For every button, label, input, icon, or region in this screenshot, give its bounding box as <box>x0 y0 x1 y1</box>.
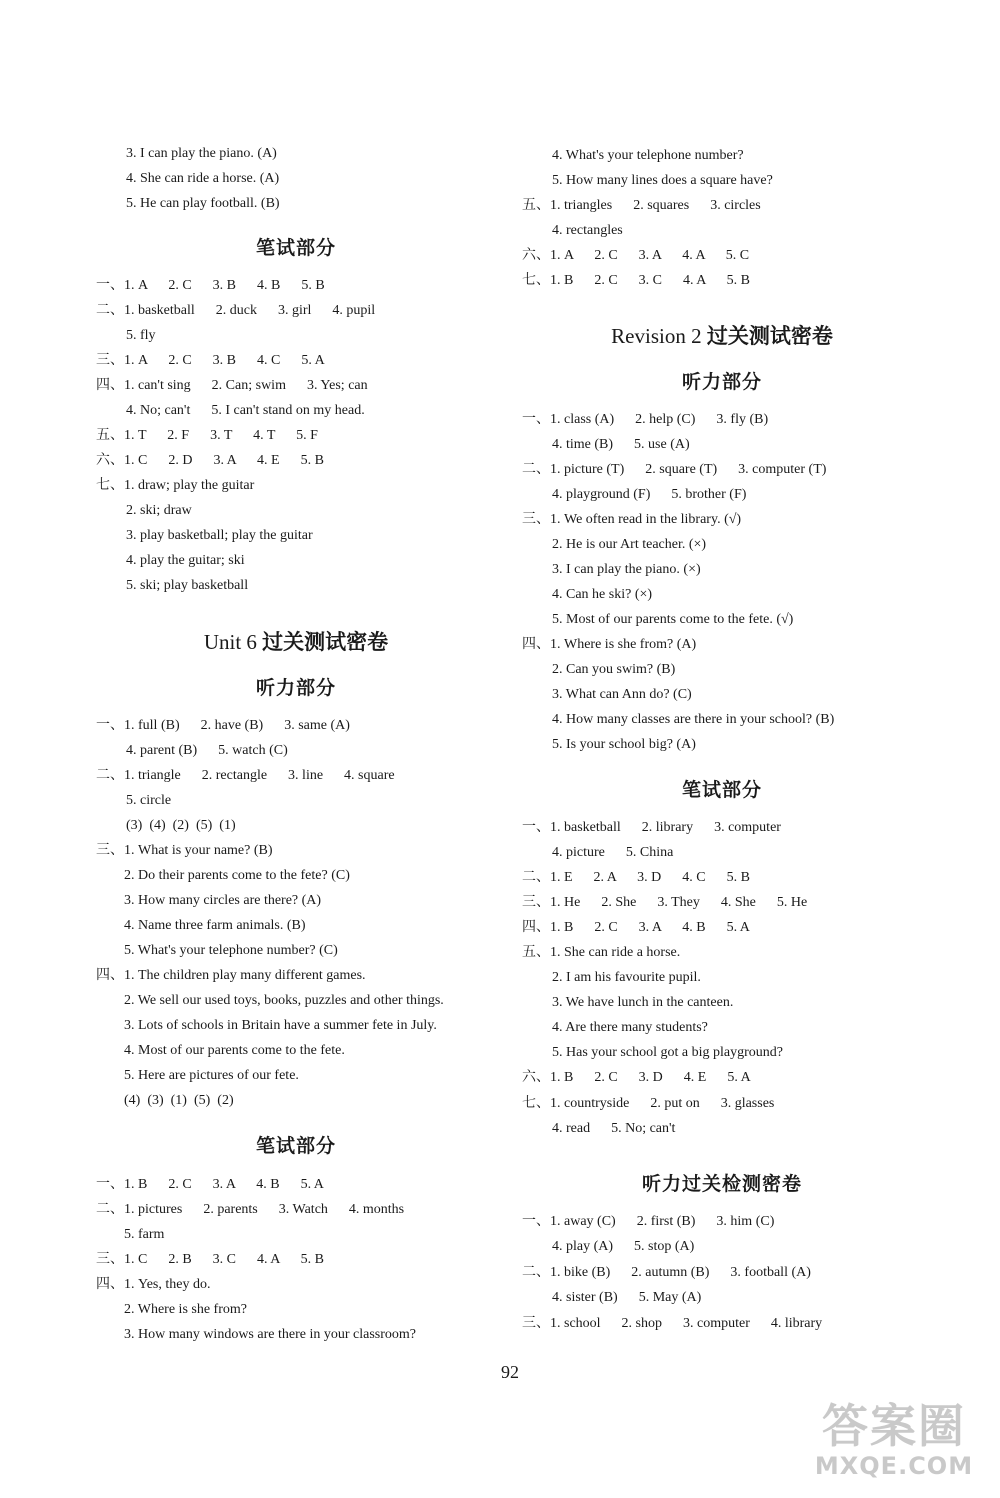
answer-line: 一、1. full (B) 2. have (B) 3. same (A) <box>96 718 350 733</box>
answer-line: 一、1. A 2. C 3. B 4. B 5. B <box>96 278 325 293</box>
unit-title-zh: 过关测试密卷 <box>706 324 833 348</box>
answer-line: 三、1. He 2. She 3. They 4. She 5. He <box>522 895 808 910</box>
answer-line: 五、1. triangles 2. squares 3. circles <box>522 198 761 213</box>
answer-line: 4. Name three farm animals. (B) <box>124 918 306 933</box>
answer-line: 4. Are there many students? <box>552 1020 708 1035</box>
answer-line: 4. What's your telephone number? <box>552 148 744 163</box>
answer-line: 4. play (A) 5. stop (A) <box>552 1239 695 1254</box>
section-heading: 听力过关检测密卷 <box>641 1173 802 1195</box>
answer-line: 一、1. basketball 2. library 3. computer <box>522 820 781 835</box>
answer-line: 4. Can he ski? (×) <box>552 587 653 602</box>
answer-line: 2. Do their parents come to the fete? (C) <box>124 868 350 883</box>
answer-line: 4. How many classes are there in your school? (B) <box>552 712 835 727</box>
answer-line: 二、1. bike (B) 2. autumn (B) 3. football (A) <box>522 1265 811 1280</box>
answer-line: 4. Most of our parents come to the fete. <box>124 1043 345 1058</box>
answer-line: 四、1. B 2. C 3. A 4. B 5. A <box>522 920 750 935</box>
answer-line: 5. Has your school got a big playground? <box>552 1045 783 1060</box>
section-heading: 笔试部分 <box>255 237 336 259</box>
answer-line: 三、1. What is your name? (B) <box>96 843 273 858</box>
answer-line: 七、1. draw; play the guitar <box>96 478 255 493</box>
answer-line: 4. rectangles <box>552 223 623 238</box>
answer-line: 3. Lots of schools in Britain have a summer fete in July. <box>124 1018 437 1033</box>
answer-line: 3. How many windows are there in your classroom? <box>124 1327 416 1342</box>
section-heading: 笔试部分 <box>681 779 762 801</box>
answer-line: 3. How many circles are there? (A) <box>124 893 322 908</box>
watermark-logo <box>794 1400 994 1492</box>
answer-line: 一、1. class (A) 2. help (C) 3. fly (B) <box>522 412 769 427</box>
answer-line: 5. Is your school big? (A) <box>552 737 696 752</box>
answer-line: 2. I am his favourite pupil. <box>552 970 701 985</box>
section-heading: 听力部分 <box>255 677 336 699</box>
unit-title-en: Revision 2 <box>611 324 707 348</box>
answer-line: 2. We sell our used toys, books, puzzles and other things. <box>124 993 444 1008</box>
answer-line: 三、1. A 2. C 3. B 4. C 5. A <box>96 353 325 368</box>
answer-line: 4. sister (B) 5. May (A) <box>552 1290 702 1305</box>
answer-line: 3. I can play the piano. (×) <box>552 562 701 577</box>
answer-line: 5. How many lines does a square have? <box>552 173 773 188</box>
answer-line: 5. Here are pictures of our fete. <box>124 1068 299 1083</box>
answer-line: 3. What can Ann do? (C) <box>552 687 692 702</box>
answer-line: 二、1. picture (T) 2. square (T) 3. computer (T) <box>522 462 827 477</box>
page-number: 92 <box>501 1362 519 1382</box>
answer-line: 三、1. C 2. B 3. C 4. A 5. B <box>96 1252 324 1267</box>
unit-title <box>522 320 922 350</box>
answer-line: 六、1. B 2. C 3. D 4. E 5. A <box>522 1070 751 1085</box>
answer-line: 二、1. triangle 2. rectangle 3. line 4. square <box>96 768 395 783</box>
answer-line: 3. I can play the piano. (A) <box>126 146 277 161</box>
section-heading: 笔试部分 <box>255 1135 336 1157</box>
unit-title-en: Unit 6 <box>203 630 263 654</box>
answer-line: 4. parent (B) 5. watch (C) <box>126 743 288 758</box>
answer-line: 4. time (B) 5. use (A) <box>552 437 690 452</box>
answer-line: 4. play the guitar; ski <box>126 553 245 568</box>
answer-line: 七、1. countryside 2. put on 3. glasses <box>522 1096 775 1111</box>
answer-line: 四、1. The children play many different games. <box>96 968 366 983</box>
answer-line: 三、1. We often read in the library. (√) <box>522 512 742 527</box>
answer-line: 5. circle <box>126 793 172 808</box>
answer-line: 4. playground (F) 5. brother (F) <box>552 487 747 502</box>
answer-line: 五、1. She can ride a horse. <box>522 945 681 960</box>
answer-line: 六、1. C 2. D 3. A 4. E 5. B <box>96 453 324 468</box>
watermark-url: MXQE.COM <box>814 1452 974 1480</box>
answer-line: 3. We have lunch in the canteen. <box>552 995 734 1010</box>
answer-line: 六、1. A 2. C 3. A 4. A 5. C <box>522 248 750 263</box>
answer-line: 四、1. Yes, they do. <box>96 1277 211 1292</box>
answer-line: 5. farm <box>124 1227 165 1242</box>
answer-line: 4. No; can't 5. I can't stand on my head. <box>126 403 365 418</box>
answer-line: 一、1. B 2. C 3. A 4. B 5. A <box>96 1177 324 1192</box>
answer-line: 二、1. E 2. A 3. D 4. C 5. B <box>522 870 750 885</box>
answer-line: 5. fly <box>126 328 156 343</box>
answer-line: 4. picture 5. China <box>552 845 674 860</box>
answer-line: 四、1. can't sing 2. Can; swim 3. Yes; can <box>96 378 368 393</box>
watermark-title: 答案圈 <box>822 1399 966 1453</box>
answer-line: 三、1. school 2. shop 3. computer 4. library <box>522 1316 823 1331</box>
answer-line: 5. What's your telephone number? (C) <box>124 943 338 958</box>
answer-line: 四、1. Where is she from? (A) <box>522 637 697 652</box>
unit-title <box>96 626 496 656</box>
unit-title-zh: 过关测试密卷 <box>262 630 389 654</box>
answer-line: 2. Where is she from? <box>124 1302 247 1317</box>
answer-line: 4. She can ride a horse. (A) <box>126 171 280 186</box>
answer-line: 2. He is our Art teacher. (×) <box>552 537 707 552</box>
answer-line: 一、1. away (C) 2. first (B) 3. him (C) <box>522 1214 775 1229</box>
answer-line: 二、1. pictures 2. parents 3. Watch 4. months <box>96 1202 405 1217</box>
answer-line: 5. ski; play basketball <box>126 578 249 593</box>
answer-line: 3. play basketball; play the guitar <box>126 528 313 543</box>
answer-line: 5. Most of our parents come to the fete. (√) <box>552 612 794 627</box>
answer-line: 4. read 5. No; can't <box>552 1121 676 1136</box>
answer-line: 2. Can you swim? (B) <box>552 662 676 677</box>
answer-line: 七、1. B 2. C 3. C 4. A 5. B <box>522 273 750 288</box>
section-heading: 听力部分 <box>681 371 762 393</box>
answer-line: 二、1. basketball 2. duck 3. girl 4. pupil <box>96 303 376 318</box>
answer-line: 5. He can play football. (B) <box>126 196 280 211</box>
answer-line: (4) (3) (1) (5) (2) <box>124 1093 234 1108</box>
answer-line: 2. ski; draw <box>126 503 192 518</box>
answer-line: 五、1. T 2. F 3. T 4. T 5. F <box>96 428 318 443</box>
answer-line: (3) (4) (2) (5) (1) <box>126 818 236 833</box>
